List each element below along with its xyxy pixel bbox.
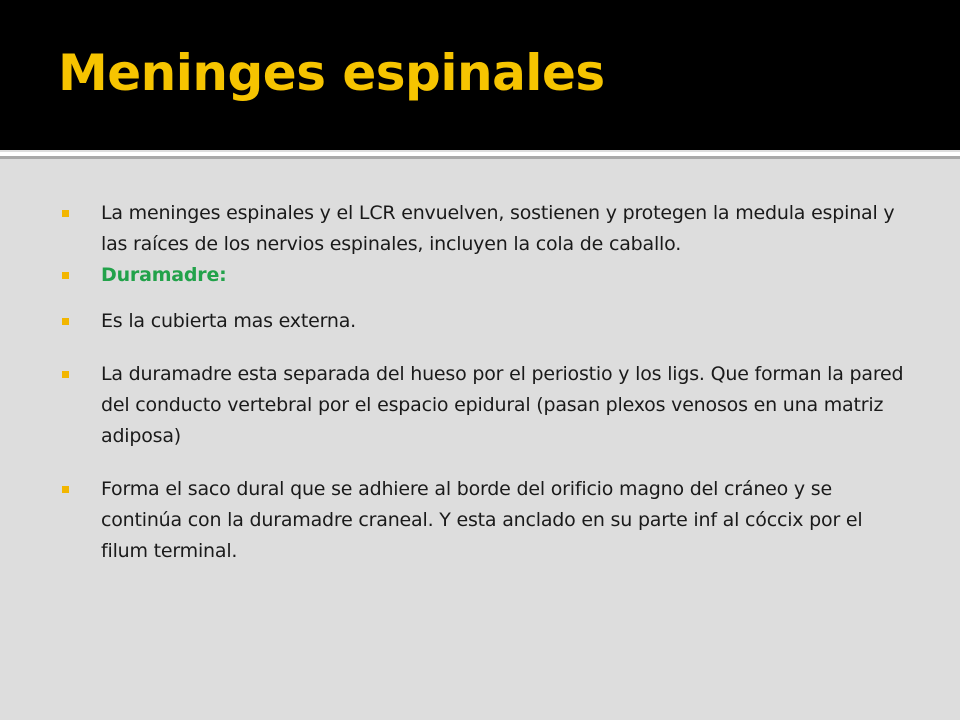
slide-title: Meninges espinales — [58, 44, 605, 102]
bullet-text: La meninges espinales y el LCR envuelven, sostienen y protegen la medula espinal y las raíces de los nervios espinales, incluyen la cola de caballo. — [101, 202, 895, 255]
square-bullet-icon — [62, 486, 69, 493]
spacer — [62, 291, 912, 306]
bullet-heading-text: Duramadre: — [101, 264, 227, 286]
bullet-text: La duramadre esta separada del hueso por el periostio y los ligs. Que forman la pared del conducto vertebral por el espacio epidural (pasan plexos venosos en una matriz adiposa) — [101, 363, 904, 447]
square-bullet-icon — [62, 272, 69, 279]
bullet-list — [62, 198, 912, 567]
bullet-item-outer-layer — [62, 306, 912, 337]
bullet-item-epidural — [62, 359, 912, 452]
spacer — [62, 337, 912, 359]
bullet-item-dural-sac — [62, 474, 912, 567]
square-bullet-icon — [62, 371, 69, 378]
square-bullet-icon — [62, 318, 69, 325]
bullet-item-intro — [62, 198, 912, 260]
divider-shadow — [0, 156, 960, 159]
spacer — [62, 452, 912, 474]
bullet-text: Es la cubierta mas externa. — [101, 310, 356, 332]
title-bar — [0, 0, 960, 150]
bullet-item-duramadre-heading — [62, 260, 912, 291]
square-bullet-icon — [62, 210, 69, 217]
bullet-text: Forma el saco dural que se adhiere al borde del orificio magno del cráneo y se continúa con la duramadre craneal. Y esta anclado en su parte inf al cóccix por el filum terminal. — [101, 478, 863, 562]
